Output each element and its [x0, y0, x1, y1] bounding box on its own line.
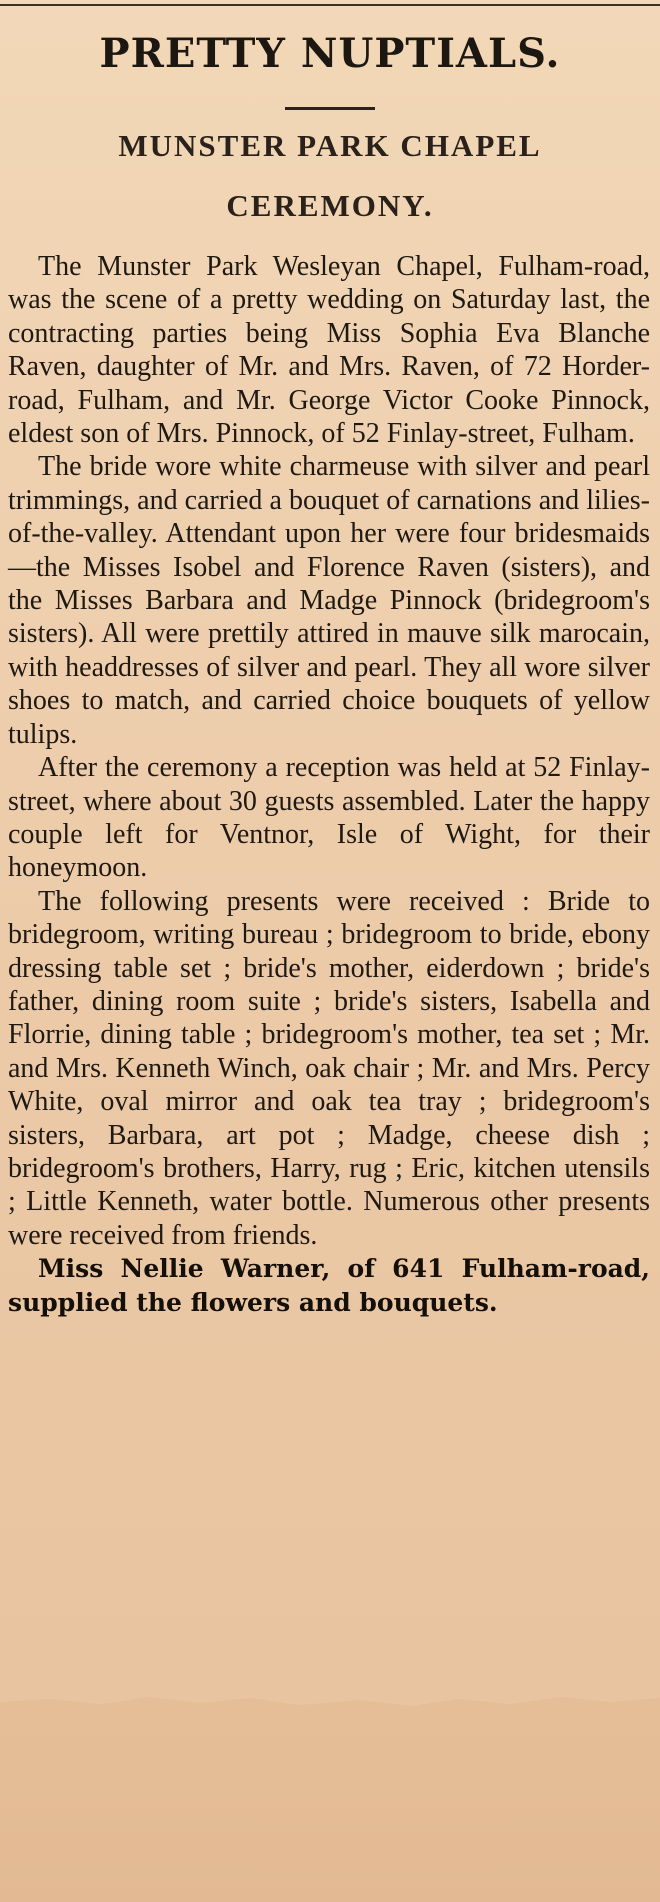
article-body	[8, 250, 650, 1319]
headline-divider	[285, 107, 375, 110]
headline: PRETTY NUPTIALS.	[99, 30, 561, 77]
paragraph-presents: The following presents were received : Bride to bridegroom, writing bureau ; bridegroom to bride, ebony dressing table set ; bride's mother, eiderdown ; bride's father, dining room suite ; bride's sisters, Isabella and Florrie, dining table ; bridegroom's mother, tea set ; Mr. and Mrs. Kenneth Winch, oak chair ; Mr. and Mrs. Percy White, oval mirror and oak tea tray ; bridegroom's sisters, Barbara, art pot ; Madge, cheese dish ; bridegroom's brothers, Harry, rug ; Eric, kitchen utensils ; Little Kenneth, water bottle. Numerous other presents were received from friends.	[8, 885, 650, 1251]
paragraph-ceremony: The Munster Park Wesleyan Chapel, Fulham-road, was the scene of a pretty wedding on Saturday last, the contracting parties being Miss Sophia Eva Blanche Raven, daughter of Mr. and Mrs. Raven, of 72 Horder-road, Fulham, and Mr. George Victor Cooke Pinnock, eldest son of Mrs. Pinnock, of 52 Finlay-street, Fulham.	[8, 251, 650, 450]
top-rule	[0, 4, 660, 6]
subheading-line-2: CEREMONY.	[226, 188, 434, 223]
subheading-line-1: MUNSTER PARK CHAPEL	[118, 128, 542, 163]
paragraph-bride-attire: The bride wore white charmeuse with silver and pearl trimmings, and carried a bouquet of carnations and lilies-of-the-valley. Attendant upon her were four bridesmaids—the Misses Isobel and Florence Raven (sisters), and the Misses Barbara and Madge Pinnock (bridegroom's sisters). All were prettily attired in mauve silk marocain, with headdresses of silver and pearl. They all wore silver shoes to match, and carried choice bouquets of yellow tulips.	[8, 451, 650, 750]
torn-paper-edge	[0, 1692, 660, 1716]
paragraph-reception: After the ceremony a reception was held at 52 Finlay-street, where about 30 guests assembled. Later the happy couple left for Ventnor, Isle of Wight, for their honeymoon.	[8, 752, 650, 884]
paragraph-flowers: Miss Nellie Warner, of 641 Fulham-road, supplied the flowers and bouquets.	[8, 1254, 650, 1317]
